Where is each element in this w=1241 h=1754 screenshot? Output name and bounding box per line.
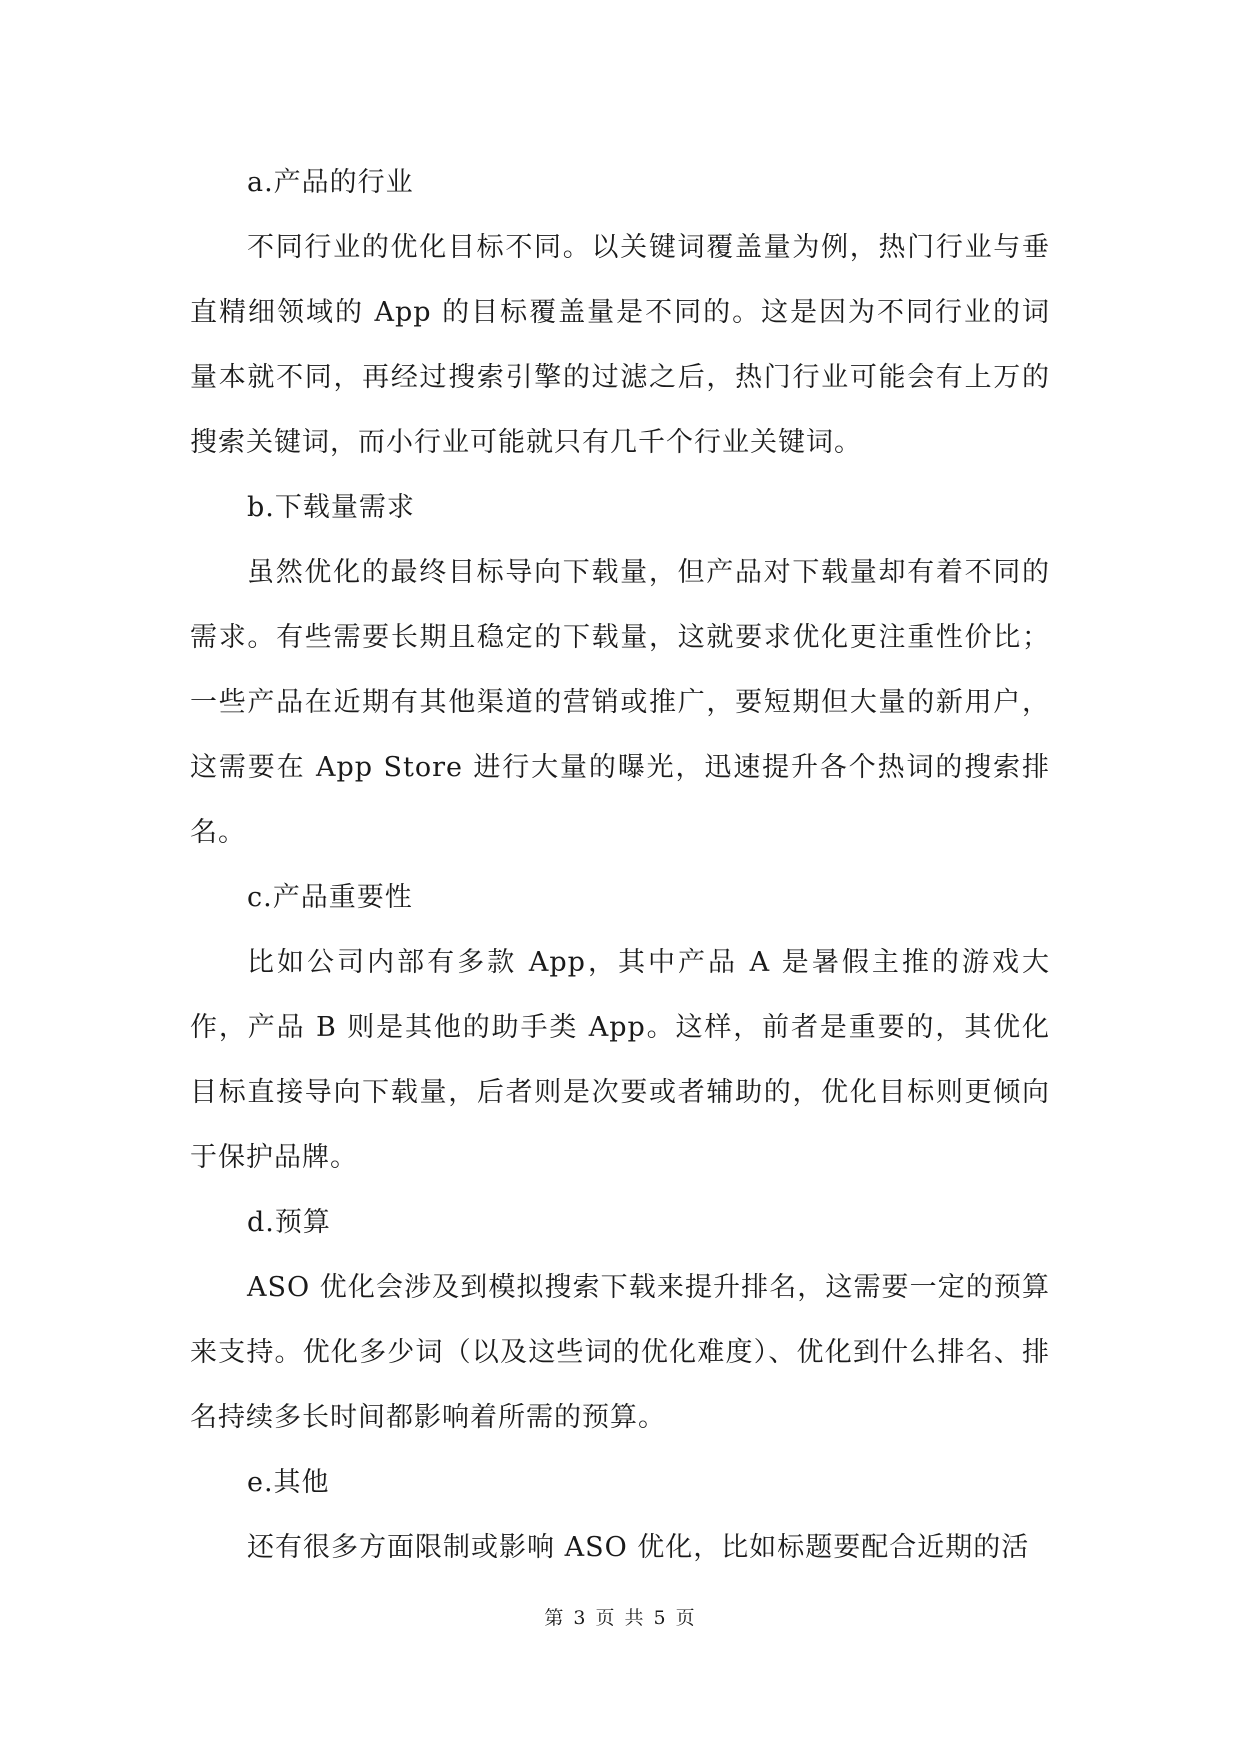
paragraph-other: 还有很多方面限制或影响 ASO 优化，比如标题要配合近期的活 bbox=[247, 1532, 1030, 1563]
section-heading-download-demand: b.下载量需求 bbox=[247, 492, 415, 523]
section-heading-industry: a.产品的行业 bbox=[247, 167, 414, 198]
paragraph-product-importance: 比如公司内部有多款 App，其中产品 A 是暑假主推的游戏大作，产品 B 则是其他的助手类 App。这样，前者是重要的，其优化目标直接导向下载量，后者则是次要或者辅助的，优化目标则更倾向于保护品牌。 bbox=[190, 947, 1050, 1173]
paragraph-download-demand: 虽然优化的最终目标导向下载量，但产品对下载量却有着不同的需求。有些需要长期且稳定的下载量，这就要求优化更注重性价比；一些产品在近期有其他渠道的营销或推广，要短期但大量的新用户，这需要在 App Store 进行大量的曝光，迅速提升各个热词的搜索排名。 bbox=[190, 557, 1050, 848]
page-number-footer: 第 3 页 共 5 页 bbox=[544, 1607, 697, 1629]
section-heading-budget: d.预算 bbox=[247, 1207, 331, 1238]
document-body bbox=[190, 150, 1050, 1580]
section-heading-other: e.其他 bbox=[247, 1467, 330, 1498]
paragraph-industry: 不同行业的优化目标不同。以关键词覆盖量为例，热门行业与垂直精细领域的 App 的目标覆盖量是不同的。这是因为不同行业的词量本就不同，再经过搜索引擎的过滤之后，热门行业可能会有上万的搜索关键词，而小行业可能就只有几千个行业关键词。 bbox=[190, 232, 1050, 458]
paragraph-budget: ASO 优化会涉及到模拟搜索下载来提升排名，这需要一定的预算来支持。优化多少词（以及这些词的优化难度）、优化到什么排名、排名持续多长时间都影响着所需的预算。 bbox=[190, 1272, 1050, 1433]
section-heading-product-importance: c.产品重要性 bbox=[247, 882, 413, 913]
